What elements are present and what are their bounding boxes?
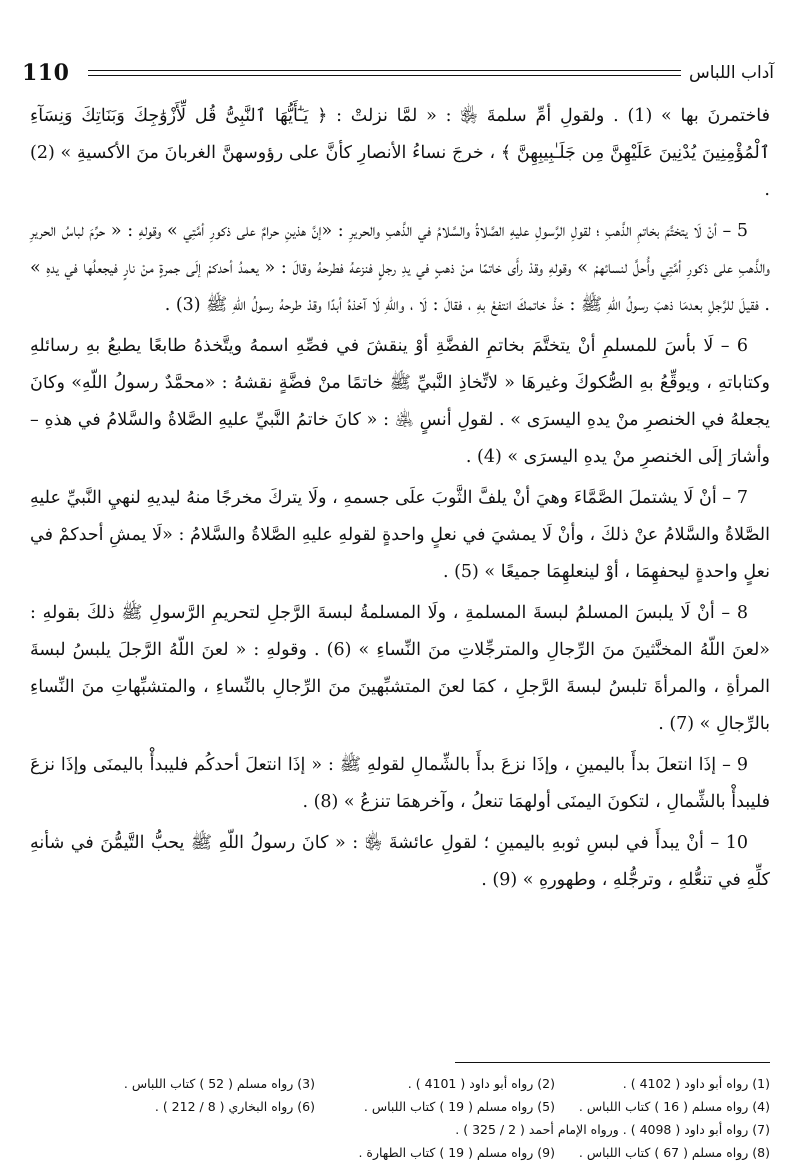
paragraph-item-9: 9 – إذَا انتعلَ بدأَ باليمينِ ، وإذَا نزعَ بدأَ بالشِّمالِ لقولهِ ﷺ : « إذَا انتعلَ أحدكُم فليبدأْ باليمنَى وإذَا نزعَ فليبدأْ بالشِّمالِ ، لتكونَ اليمنَى أولهمَا تنعلُ ، وآخرهمَا تنزعُ » (8) .: [30, 755, 770, 812]
paragraph-item-7: 7 – أنْ لَا يشتملَ الصَّمَّاءَ وهيَ أنْ يلفَّ الثَّوبَ علَى جسمهِ ، ولَا يتركَ مخرجًا منهُ ليديهِ لنهيِ النَّبيِّ عليهِ الصَّلاةُ والسَّلامُ عنْ ذلكَ ، وأنْ لَا يمشيَ في نعلٍ واحدةٍ لقولهِ عليهِ الصَّلاةُ والسَّلامُ : «لَا يمشِ أحدكمْ في نعلٍ واحدةٍ ليحفهِمَا ، أوْ لينعلهِمَا جميعًا » (5) .: [30, 488, 770, 582]
body-text: [30, 98, 770, 903]
footnote: (7) رواه أبو داود ( 4098 ) . ورواه الإمام أحمد ( 2 / 325 ) .: [455, 1122, 770, 1137]
footnotes: [60, 1072, 770, 1164]
footnote: (4) رواه مسلم ( 16 ) كتاب اللباس .: [578, 1099, 770, 1114]
header-double-rule: [88, 70, 681, 76]
paragraph-item-5: 5 – أنْ لَا يتختَّمَ بخاتمِ الذَّهبِ ؛ لقولِ الرَّسولِ عليهِ الصَّلاةُ والسَّلامُ في الذَّهبِ والحريرِ : «إنَّ هذينِ حرامٌ على ذكورِ أمَّتِي » وقولهِ : « حرِّمَ لباسُ الحريرِ والذَّهبِ على ذكورِ أمَّتِي وأُحلَّ لنسائهمْ » وقولهِ وقدْ رأَى خاتمًا منْ ذهبٍ في يدِ رجلٍ فنزعهُ فطرحهُ وقالَ : « يعمدُ أحدكمْ إلَى جمرةٍ منْ نارٍ فيجعلُها في يدهِ » . فقيلَ للرَّجلِ بعدمَا ذهبَ رسولُ اللّهِ ﷺ : خذْ خاتمكَ انتفعْ بهِ ، فقالَ : لَا ، واللّهِ لَا آخذهُ أبدًا وقدْ طرحهُ رسولُ اللّهِ ﷺ (3) .: [30, 221, 770, 315]
paragraph-item-8: 8 – أنْ لَا يلبسَ المسلمُ لبسةَ المسلمةِ ، ولَا المسلمةُ لبسةَ الرَّجلِ لتحريمِ الرَّسولِ ﷺ ذلكَ بقولهِ : «لعنَ اللّهُ المخنَّثينَ منَ الرِّجالِ والمترجِّلاتِ منَ النِّساءِ » (6) . وقولهِ : « لعنَ اللّهُ الرَّجلَ يلبسُ لبسةَ المرأةِ ، والمرأةَ تلبسُ لبسةَ الرَّجلِ ، كمَا لعنَ المتشبِّهينَ منَ الرِّجالِ بالنِّساءِ ، والمتشبِّهاتِ منَ النِّساءِ بالرِّجالِ » (7) .: [30, 603, 770, 734]
footnote: (3) رواه مسلم ( 52 ) كتاب اللباس .: [123, 1076, 315, 1091]
footnote-row: [60, 1095, 770, 1118]
footnote: (9) رواه مسلم ( 19 ) كتاب الطهارة .: [358, 1145, 555, 1160]
running-title: آداب اللباس: [688, 63, 774, 83]
footnote-row: [60, 1072, 770, 1095]
footnote: (2) رواه أبو داود ( 4101 ) .: [407, 1076, 555, 1091]
footnote-row: [60, 1118, 770, 1141]
paragraph-continuation: فاختمرنَ بها » (1) . ولقولِ أمِّ سلمةَ ﵂ : « لمَّا نزلتْ : ﴿ يَـٰٓأَيُّهَا ٱلنَّبِىُّ قُل لِّأَزْوَٰجِكَ وَبَنَاتِكَ وَنِسَآءِ ٱلْمُؤْمِنِينَ يُدْنِينَ عَلَيْهِنَّ مِن جَلَـٰبِيبِهِنَّ ﴾ ، خرجَ نساءُ الأنصارِ كأنَّ على رؤوسهنَّ الغربانَ منَ الأكسيةِ » (2) .: [30, 106, 770, 200]
footnote: (6) رواه البخاري ( 8 / 212 ) .: [154, 1099, 315, 1114]
page-number: 110: [22, 60, 70, 86]
footnote-divider: [455, 1062, 770, 1063]
page-header: [22, 58, 774, 88]
footnote: (5) رواه مسلم ( 19 ) كتاب اللباس .: [363, 1099, 555, 1114]
footnote-row: [60, 1141, 770, 1164]
paragraph-item-10: 10 – أنْ يبدأَ في لبسِ ثوبهِ باليمينِ ؛ لقولِ عائشةَ ﵂ : « كانَ رسولُ اللّهِ ﷺ يحبُّ التَّيمُّنَ في شأنهِ كلِّهِ في تنعُّلهِ ، وترجُّلهِ ، وطهورهِ » (9) .: [30, 833, 770, 890]
paragraph-item-6: 6 – لَا بأسَ للمسلمِ أنْ يتختَّمَ بخاتمِ الفضَّةِ أوْ ينقشَ في فصِّهِ اسمهُ ويتَّخذهُ طابعًا يطبعُ بهِ رسائلهِ وكتاباتهِ ، ويوقِّعُ بهِ الصُّكوكَ وغيرهَا « لاتِّخاذِ النَّبيِّ ﷺ خاتمًا منْ فضَّةٍ نقشهُ : «محمَّدٌ رسولُ اللّهِ» وكانَ يجعلهُ في الخنصرِ منْ يدهِ اليسرَى » . لقولِ أنسٍ ﵁ : « كانَ خاتمُ النَّبيِّ عليهِ الصَّلاةُ والسَّلامُ في هذهِ – وأشارَ إلَى الخنصرِ منْ يدهِ اليسرَى » (4) .: [30, 336, 770, 467]
footnote: (8) رواه مسلم ( 67 ) كتاب اللباس .: [578, 1145, 770, 1160]
footnote: (1) رواه أبو داود ( 4102 ) .: [622, 1076, 770, 1091]
